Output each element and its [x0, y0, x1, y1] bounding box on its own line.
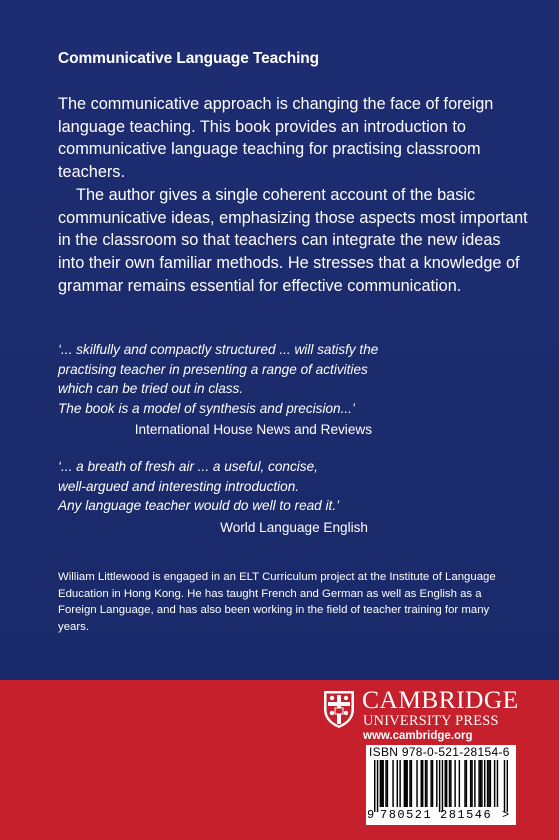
barcode-bar: [411, 760, 412, 807]
barcode-arrow: >: [502, 808, 510, 822]
barcode-bars: [374, 760, 508, 812]
barcode: [366, 745, 516, 825]
barcode-bar: [487, 760, 488, 807]
publisher-logo: [322, 685, 537, 742]
barcode-bar: [409, 760, 410, 807]
barcode-bar: [466, 760, 467, 807]
review-source: World Language English: [220, 519, 368, 535]
isbn-label: ISBN 978-0-521-28154-6: [369, 745, 510, 759]
barcode-bar: [381, 760, 382, 807]
barcode-bar: [446, 760, 447, 807]
barcode-bar: [504, 760, 505, 812]
crest-icon: [322, 689, 356, 729]
review-line: Any language teacher would do well to read it.’: [58, 498, 340, 514]
barcode-bar: [497, 760, 498, 807]
barcode-bar: [387, 760, 388, 807]
barcode-bar: [464, 760, 465, 807]
barcode-bar: [449, 760, 450, 807]
barcode-bar: [397, 760, 398, 807]
barcode-bar: [382, 760, 383, 807]
review-line: The book is a model of synthesis and precision...’: [58, 400, 355, 416]
barcode-bar: [439, 760, 440, 812]
blurb-paragraph-2: The author gives a single coherent account of the basic communicative ideas, emphasizing those aspects most important in the classroom so that teachers can integrate the new ideas into their own familiar methods. He stresses that a knowledge of grammar remains essential for effective communication.: [58, 185, 528, 295]
publisher-url: www.cambridge.org: [363, 730, 473, 742]
barcode-bar: [436, 760, 437, 807]
review-line: ‘... a breath of fresh air ... a useful, concise,: [58, 459, 318, 474]
barcode-bar: [470, 760, 471, 807]
barcode-bar: [494, 760, 495, 807]
barcode-bar: [392, 760, 393, 807]
book-title: Communicative Language Teaching: [58, 50, 320, 67]
review-line: which can be tried out in class.: [58, 381, 244, 397]
barcode-bar: [377, 760, 378, 812]
barcode-bar: [490, 760, 491, 807]
barcode-bar: [454, 760, 455, 807]
barcode-bar: [471, 760, 472, 807]
review-quote-2: [58, 457, 498, 537]
barcode-bar: [425, 760, 426, 807]
barcode-bar: [474, 760, 475, 807]
barcode-bar: [421, 760, 422, 807]
review-source: International House News and Reviews: [134, 422, 372, 438]
barcode-bar: [374, 760, 375, 812]
barcode-bar: [422, 760, 423, 807]
publisher-subtitle: UNIVERSITY PRESS: [363, 713, 499, 729]
barcode-bar: [450, 760, 451, 807]
barcode-digits-right: 281546: [440, 808, 493, 822]
barcode-bar: [404, 760, 405, 807]
blurb-paragraph-1: The communicative approach is changing the face of foreign language teaching. This book provides an introduction to communicative language teaching for practising classroom teachers.: [58, 95, 494, 182]
barcode-bar: [405, 760, 406, 807]
barcode-digits-left: 780521: [380, 808, 433, 822]
review-line: ‘... skilfully and compactly structured ... will satisfy the: [58, 342, 379, 357]
barcode-bar: [426, 760, 427, 807]
barcode-digit-first: 9: [367, 808, 375, 822]
barcode-bar: [406, 760, 407, 807]
author-bio: William Littlewood is engaged in an ELT Curriculum project at the Institute of Language Education in Hong Kong. He has taught French and German as well as English as a Foreign Language, and has also been working in the field of teacher training for many years.: [58, 571, 496, 633]
barcode-bar: [416, 760, 417, 807]
barcode-bar: [459, 760, 460, 807]
barcode-bar: [484, 760, 485, 807]
barcode-bar: [478, 760, 479, 807]
publisher-name: CAMBRIDGE: [362, 685, 519, 714]
barcode-bar: [380, 760, 381, 807]
barcode-bar: [430, 760, 431, 807]
barcode-bar: [481, 760, 482, 807]
barcode-bar: [399, 760, 400, 807]
barcode-bar: [445, 760, 446, 807]
barcode-bar: [480, 760, 481, 807]
review-line: well-argued and interesting introduction.: [58, 478, 300, 494]
barcode-bar: [507, 760, 508, 812]
review-quote-1: [58, 340, 498, 440]
book-blurb: [58, 93, 528, 297]
barcode-bar: [488, 760, 489, 807]
review-line: practising teacher in presenting a range of activities: [58, 361, 368, 377]
barcode-bar: [432, 760, 433, 807]
barcode-bar: [442, 760, 443, 812]
barcode-bar: [385, 760, 386, 807]
